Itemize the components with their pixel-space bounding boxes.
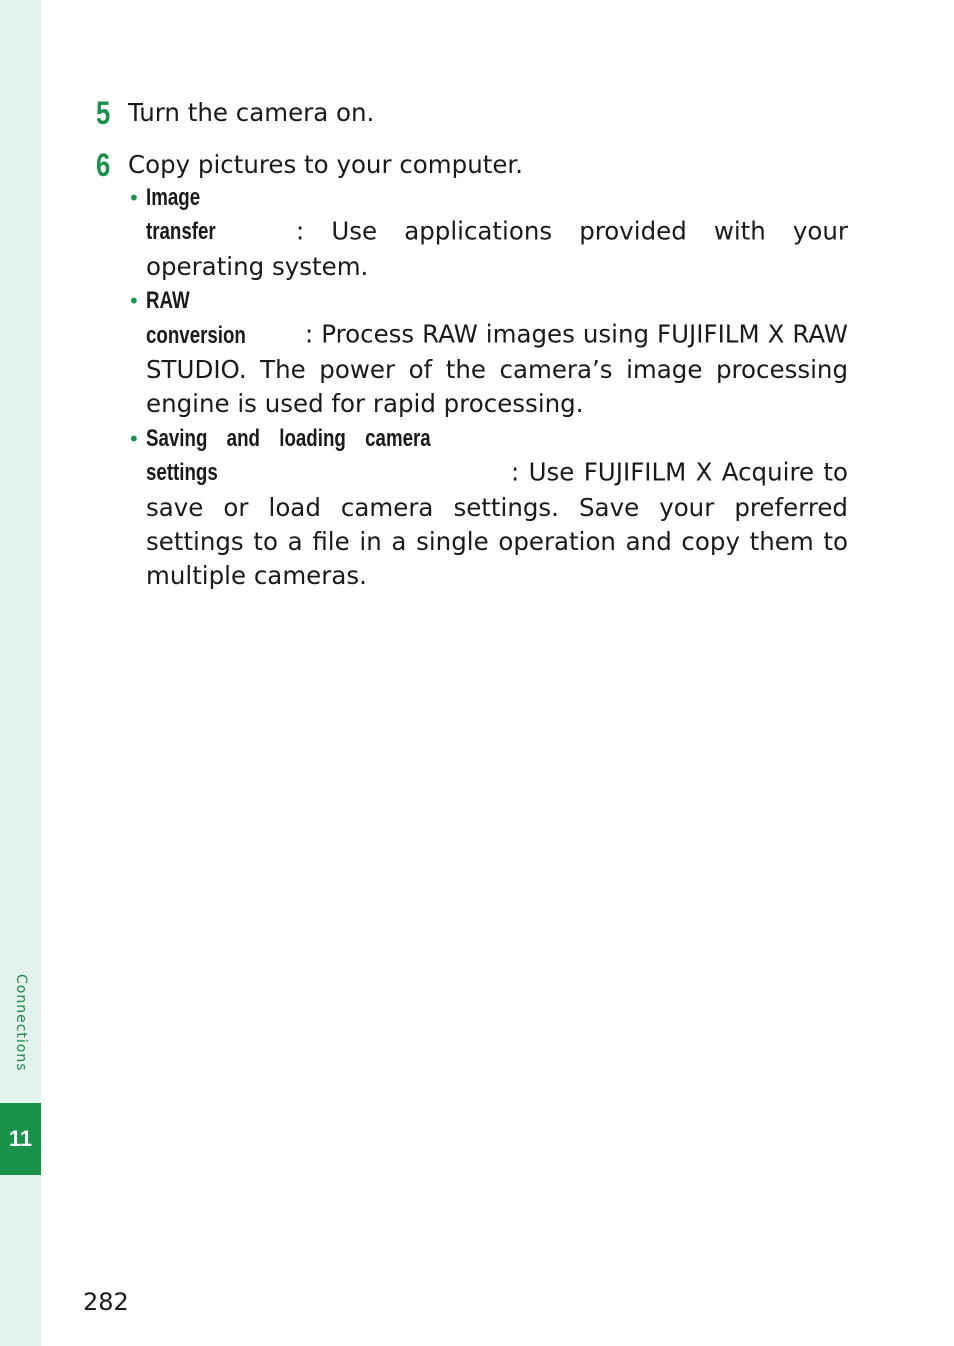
bullet-text: Use FUJIFILM X Acquire to save or load camera settings. Save your preferred settings to a file in a single operation and copy them to multiple cameras. (146, 457, 848, 591)
bullet-term: RAW conversion (146, 287, 246, 349)
step-text: Copy pictures to your computer. (128, 150, 524, 179)
bullet-term: Saving and loading camera settings (146, 424, 431, 487)
bullet-marker: • (128, 186, 140, 210)
bullet-raw-conversion (128, 284, 848, 422)
bullet-marker: • (128, 426, 140, 451)
step-number: 6 (96, 147, 111, 183)
bullet-text: Process RAW images using FUJIFILM X RAW STUDIO. The power of the camera’s image processing engine is used for rapid processing. (146, 319, 848, 419)
bullet-separator: : (296, 216, 305, 246)
step-number: 5 (96, 95, 111, 131)
bullet-separator: : (305, 319, 314, 349)
bullet-separator: : (511, 457, 520, 487)
bullet-text: Use applications provided with your operating system. (146, 216, 848, 281)
section-label: Connections (13, 974, 29, 1072)
chapter-tab[interactable]: 11 (0, 1103, 41, 1175)
bullet-marker: • (128, 289, 140, 314)
step-text: Turn the camera on. (128, 98, 375, 127)
page-number: 282 (83, 1288, 129, 1316)
bullet-list (128, 181, 848, 594)
bullet-image-transfer (128, 181, 848, 284)
bullet-saving-loading-settings (128, 422, 848, 594)
bullet-term: Image transfer (146, 184, 216, 246)
